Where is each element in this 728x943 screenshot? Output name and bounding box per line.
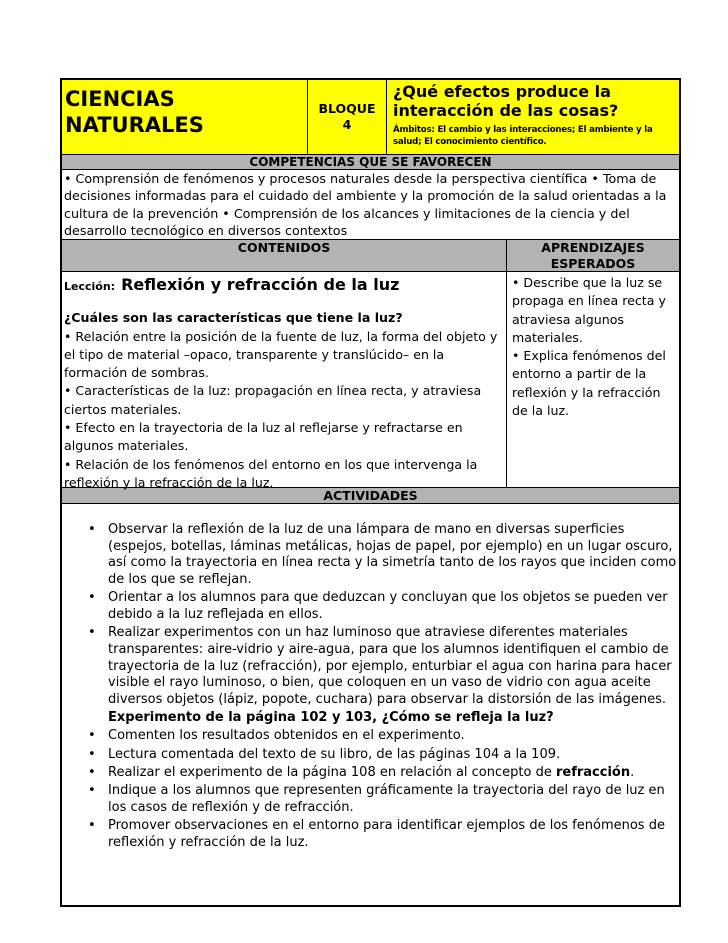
bullet: • (88, 746, 96, 762)
bullet: • (88, 728, 96, 744)
contenido-item: • Efecto en la trayectoria de la luz al reflejarse y refractarse en algunos materiales. (64, 420, 463, 454)
question-cell (387, 80, 679, 154)
actividades-list (62, 522, 679, 709)
competencias-text: • Comprensión de fenómenos y procesos naturales desde la perspectiva científica • Toma de decisiones informadas para el cuidado del ambiente y la promoción de la salud orientadas a la cultura de la prevención • Comprensión de los alcances y limitaciones de la ciencia y del desarrollo tecnológico en diversos contextos (62, 170, 679, 240)
leccion-line (64, 276, 506, 296)
aprendizaje-item: • Explica fenómenos del entorno a partir de la reflexión y la refracción de la luz. (512, 348, 666, 419)
actividad-text: Lectura comentada del texto de su libro, de las páginas 104 a la 109. (108, 746, 561, 762)
actividad-text: Observar la reflexión de la luz de una lámpara de mano en diversas superficies (espejos, botellas, láminas metálicas, hojas de papel, por ejemplo) en un lugar oscuro, así como la trayectoria en línea recta y la simetría tanto de los rayos que inciden como de los que se reflejan. (108, 522, 677, 588)
aprendizajes-heading: APRENDIZAJES ESPERADOS (541, 240, 645, 271)
actividad-text-end: . (630, 764, 635, 780)
contenidos-heading: CONTENIDOS (62, 240, 507, 271)
actividad-item (88, 764, 679, 782)
actividad-text: Indique a los alumnos que representen gráficamente la trayectoria del rayo de luz en los casos de reflexión y de refracción. (108, 783, 665, 815)
contenido-item: • Características de la luz: propagación en línea recta, y atraviesa ciertos materiales. (64, 383, 482, 417)
subject-line-2: NATURALES (65, 113, 204, 137)
subject-line-1: CIENCIAS (65, 87, 175, 111)
refraccion-term: refracción (555, 764, 631, 780)
actividad-text: Comenten los resultados obtenidos en el experimento. (108, 728, 465, 744)
bullet: • (88, 783, 96, 799)
header-row (62, 80, 679, 155)
contenidos-body-row (62, 272, 679, 488)
actividad-item (88, 817, 679, 851)
contenido-item: • Relación de los fenómenos del entorno en los que intervenga la reflexión y la refracción de la luz. (64, 456, 478, 490)
bullet: • (88, 522, 96, 537)
competencias-heading: COMPETENCIAS QUE SE FAVORECEN (62, 155, 679, 170)
actividad-item (88, 522, 679, 589)
actividad-item (88, 625, 679, 709)
leccion-title: Reflexión y refracción de la luz (121, 275, 400, 294)
bullet: • (88, 625, 96, 641)
bloque-number: 4 (342, 117, 352, 132)
subject-cell (62, 80, 308, 154)
actividades-body (62, 504, 679, 905)
contenido-item: • Relación entre la posición de la fuente de luz, la forma del objeto y el tipo de material –opaco, transparente y translúcido– en la formación de sombras. (64, 328, 498, 381)
actividad-item (88, 590, 679, 623)
actividades-heading: ACTIVIDADES (62, 488, 679, 504)
aprendizajes-cell (507, 272, 679, 487)
actividad-text: Orientar a los alumnos para que deduzcan y concluyan que los objetos se pueden ver debido a la luz reflejada en ellos. (108, 590, 668, 623)
ambitos-text: Ámbitos: El cambio y las interacciones; El ambiente y la salud; El conocimiento científico. (393, 125, 653, 147)
experimento-note: Experimento de la página 102 y 103, ¿Cómo se refleja la luz? (108, 710, 554, 726)
bloque-cell (308, 80, 387, 154)
lesson-plan-table (60, 78, 681, 907)
actividad-text: Realizar el experimento de la página 108 en relación al concepto de (108, 764, 556, 780)
contenidos-cell (62, 272, 507, 490)
bullet: • (88, 590, 96, 606)
actividades-list-continued (62, 728, 679, 851)
actividad-item (88, 746, 679, 764)
bullet: • (88, 764, 96, 780)
leccion-label: Lección: (64, 280, 116, 293)
actividad-item (88, 728, 679, 745)
bloque-label: BLOQUE (318, 101, 376, 116)
bullet: • (88, 817, 96, 833)
contenidos-question: ¿Cuáles son las características que tiene la luz? (64, 310, 403, 326)
aprendizaje-item: • Describe que la luz se propaga en línea recta y atraviesa algunos materiales. (512, 275, 666, 345)
actividad-text: Promover observaciones en el entorno para identificar ejemplos de los fenómenos de reflexión y refracción de la luz. (108, 817, 665, 850)
actividad-item (88, 783, 679, 816)
actividad-text: Realizar experimentos con un haz luminoso que atraviese diferentes materiales transparentes: aire-vidrio y aire-agua, para que los alumnos identifiquen el cambio de trayectoria de la luz (refracción), por ejemplo, enturbiar el agua con harina para hacer visible el rayo luminoso, o bien, que coloquen en un vaso de vidrio con agua aceite diversos objetos (lápiz, popote, cuchara) para observar la distorsión de las imágenes. (108, 625, 672, 708)
block-question: ¿Qué efectos produce la interacción de las cosas? (393, 82, 619, 120)
contenidos-heading-row (62, 240, 679, 272)
